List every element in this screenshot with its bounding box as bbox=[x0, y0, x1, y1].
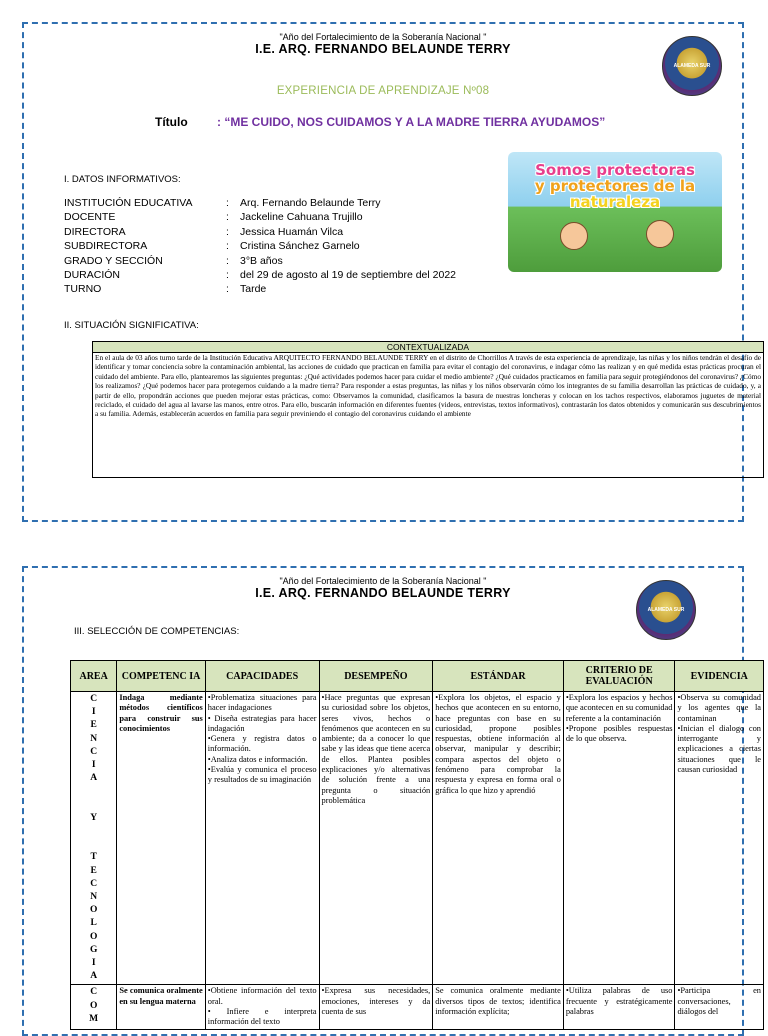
section-situacion-significativa: II. SITUACIÓN SIGNIFICATIVA: bbox=[64, 320, 199, 331]
competencias-table bbox=[70, 660, 764, 1030]
info-row bbox=[64, 210, 456, 224]
boy-illustration-icon bbox=[646, 220, 674, 248]
header-competencia: COMPETENC IA bbox=[117, 661, 205, 692]
criterio-item: •Propone posibles respuestas de lo que observa. bbox=[565, 723, 673, 744]
area-letter: O bbox=[89, 931, 98, 942]
table-header-row bbox=[71, 661, 764, 692]
capacidades-cell bbox=[205, 692, 319, 985]
info-row bbox=[64, 268, 456, 282]
estandar-cell: Se comunica oralmente mediante diversos tipos de textos; identifica información explícita; bbox=[433, 985, 564, 1029]
school-seal-icon: ALAMEDA SUR bbox=[636, 580, 696, 640]
motto: "Año del Fortalecimiento de la Soberanía Nacional " bbox=[279, 576, 487, 586]
capacidad-item: • Infiere e interpreta información del texto bbox=[207, 1007, 317, 1027]
banner-title: Somos protectoras y protectores de la naturaleza bbox=[534, 161, 696, 211]
info-label: GRADO Y SECCIÓN bbox=[64, 254, 163, 267]
area-letter: L bbox=[90, 918, 97, 929]
capacidad-item: •Analiza datos e información. bbox=[207, 754, 308, 764]
area-letter: I bbox=[91, 760, 96, 771]
area-letter: T bbox=[90, 852, 97, 863]
capacidad-item: •Obtiene información del texto oral. bbox=[207, 986, 317, 1006]
header-evidencia: EVIDENCIA bbox=[675, 661, 764, 692]
info-label: TURNO bbox=[64, 283, 102, 296]
header-area: AREA bbox=[71, 661, 117, 692]
info-label: INSTITUCIÓN EDUCATIVA bbox=[64, 197, 193, 209]
info-label: SUBDIRECTORA bbox=[64, 240, 148, 253]
area-letter: I bbox=[91, 958, 96, 969]
school-name: I.E. ARQ. FERNANDO BELAUNDE TERRY bbox=[255, 42, 511, 56]
area-cell bbox=[71, 985, 117, 1029]
competencia-cell: Se comunica oralmente en su lengua materna bbox=[117, 985, 205, 1029]
experience-title: EXPERIENCIA DE APRENDIZAJE Nº08 bbox=[276, 85, 490, 97]
info-row bbox=[64, 239, 456, 253]
area-letter bbox=[73, 799, 114, 812]
area-letter: E bbox=[90, 865, 97, 876]
area-letter bbox=[73, 785, 114, 798]
evidencia-item: •Inician el dialogo con interrogante y explicaciones a ciertas situaciones que le causan curiosidad bbox=[677, 723, 761, 775]
info-value: 3°B años bbox=[240, 254, 283, 267]
page-2 bbox=[22, 566, 761, 1036]
info-row bbox=[64, 225, 456, 239]
info-colon: : bbox=[226, 254, 229, 267]
title-label: Título bbox=[155, 115, 188, 129]
area-letter: C bbox=[90, 694, 98, 704]
capacidades-cell bbox=[205, 985, 319, 1029]
area-letter: C bbox=[90, 878, 98, 889]
context-body: En el aula de 03 años turno tarde de la Institución Educativa ARQUITECTO FERNANDO BELAUNDE TERRY en el distrito de Chorrillos A través de esta experiencia de aprendizaje, las niñas y los niños tendrán el desafío de identificar y tomar conciencia sobre la contaminación ambiental, las acciones de cuidado que practican en familia para evitar el contagio del coronavirus, e indagar cómo las realizan y en qué medida estas prácticas procuran el cuidado del ambiente. Para ello, plantearemos las siguientes preguntas: ¿Qué actividades podemos hacer para cuidar el medio ambiente? ¿Qué cuidados practicamos en familia para seguir protegiéndonos del coronavirus? ¿Cómo los realizamos? ¿Qué podemos hacer para protegernos cuidando a la madre tierra? Para responder a estas preguntas, las niñas y los niños observarán cómo los integrantes de su familia desarrollan las prácticas de cuidado, y, a partir de ello, propondrán acciones que pueden mejorar estas prácticas, como: Observamos la comunidad, clasificamos la basura de nuestras loncheras y colocan en los tachos respectivos, elaboramos juguetes de material reciclado, el cuidado del agua al lavarse las manos, entre otros. Para ello, buscarán información en diferentes fuentes (videos, entrevistas, textos informativos), contrastarán los datos obtenidos y comunicarán sus descubrimientos a su familia. Además, establecerán acuerdos en familia para seguir previniendo el contagio del coronavirus cuidando el ambiente bbox=[95, 353, 761, 419]
info-label: DURACIÓN bbox=[64, 268, 121, 281]
header-desempeno: DESEMPEÑO bbox=[319, 661, 433, 692]
header-criterio: CRITERIO DE EVALUACIÓN bbox=[563, 661, 675, 692]
info-value: Tarde bbox=[240, 283, 267, 296]
area-letter: M bbox=[89, 1013, 99, 1024]
desempeno-cell: •Hace preguntas que expresan su curiosidad sobre los objetos, seres vivos, hechos o fenómenos que acontecen en su ambiente; da a conocer lo que sabe y las ideas que tiene acerca de ellos. Plantea posibles explicaciones y/o alternativas de solución frente a una pregunta o situación problemática bbox=[319, 692, 433, 985]
info-value: Jessica Huamán Vilca bbox=[240, 225, 344, 238]
table-row bbox=[71, 692, 764, 985]
competencia-cell: Indaga mediante métodos científicos para construir sus conocimientos bbox=[117, 692, 205, 985]
capacidad-item: •Evalúa y comunica el proceso y resultados de su imaginación bbox=[207, 765, 317, 785]
info-row bbox=[64, 196, 456, 210]
desempeno-cell: •Expresa sus necesidades, emociones, intereses y da cuenta de sus bbox=[319, 985, 433, 1029]
header-capacidades: CAPACIDADES bbox=[205, 661, 319, 692]
info-value: Jackeline Cahuana Trujillo bbox=[240, 211, 363, 224]
context-header: CONTEXTUALIZADA bbox=[93, 342, 763, 353]
area-letter bbox=[73, 825, 114, 838]
estandar-cell: •Explora los objetos, el espacio y hechos que acontecen en su entorno, hace preguntas con base en su curiosidad, propone posibles respuestas, obtiene información al observar, manipular y describir; compara aspectos del objeto o fenómeno para comprobar la respuesta y expresa en forma oral o gráfica lo que hizo y aprendió bbox=[433, 692, 564, 985]
school-seal-icon: ALAMEDA SUR bbox=[662, 36, 722, 96]
area-cell bbox=[71, 692, 117, 985]
area-letter: Y bbox=[90, 812, 98, 823]
area-letter: I bbox=[91, 707, 96, 718]
area-letter: N bbox=[90, 892, 98, 903]
evidencia-cell bbox=[675, 985, 764, 1029]
criterio-cell bbox=[563, 985, 675, 1029]
info-label: DIRECTORA bbox=[64, 225, 126, 238]
area-letter: O bbox=[89, 905, 98, 916]
area-letter bbox=[73, 838, 114, 851]
area-letter: E bbox=[90, 720, 97, 731]
info-colon: : bbox=[226, 225, 229, 238]
motto: "Año del Fortalecimiento de la Soberanía Nacional " bbox=[279, 32, 487, 42]
evidencia-item: •Observa su comunidad y los agentes que la contaminan bbox=[677, 693, 761, 723]
info-row bbox=[64, 254, 456, 268]
table-row bbox=[71, 985, 764, 1029]
context-box bbox=[92, 341, 764, 478]
area-letter: O bbox=[89, 1000, 98, 1011]
info-colon: : bbox=[226, 211, 229, 224]
info-colon: : bbox=[226, 268, 229, 281]
area-letter: N bbox=[90, 733, 98, 744]
info-colon: : bbox=[226, 283, 229, 296]
school-name: I.E. ARQ. FERNANDO BELAUNDE TERRY bbox=[255, 586, 511, 600]
info-value: Cristina Sánchez Garnelo bbox=[240, 240, 360, 253]
title-text: : “ME CUIDO, NOS CUIDAMOS Y A LA MADRE TIERRA AYUDAMOS” bbox=[217, 115, 606, 129]
info-label: DOCENTE bbox=[64, 211, 116, 224]
area-letter: A bbox=[90, 971, 98, 982]
capacidad-item: •Problematiza situaciones para hacer indagaciones bbox=[207, 693, 317, 713]
area-letter: A bbox=[90, 773, 98, 784]
info-row bbox=[64, 282, 456, 296]
capacidad-item: •Genera y registra datos o información. bbox=[207, 734, 317, 754]
info-table bbox=[64, 196, 456, 297]
criterio-item: •Explora los espacios y hechos que acontecen en su comunidad referente a la contaminación bbox=[565, 693, 673, 723]
info-colon: : bbox=[226, 240, 229, 253]
banner-image bbox=[508, 152, 722, 272]
capacidad-item: • Diseña estrategias para hacer indagación bbox=[207, 713, 317, 733]
info-colon: : bbox=[226, 197, 229, 209]
area-letter: C bbox=[90, 987, 98, 998]
header-estandar: ESTÁNDAR bbox=[433, 661, 564, 692]
girl-illustration-icon bbox=[560, 222, 588, 250]
criterio-item: •Utiliza palabras de uso frecuente y estratégicamente palabras bbox=[565, 986, 673, 1017]
section-datos-informativos: I. DATOS INFORMATIVOS: bbox=[64, 174, 181, 185]
criterio-cell bbox=[563, 692, 675, 985]
evidencia-item: •Participa en conversaciones, diálogos del bbox=[677, 986, 761, 1017]
area-letter: G bbox=[89, 944, 98, 955]
page-1 bbox=[22, 22, 761, 522]
section-seleccion-competencias: III. SELECCIÓN DE COMPETENCIAS: bbox=[74, 626, 240, 637]
info-value: Arq. Fernando Belaunde Terry bbox=[240, 197, 381, 209]
evidencia-cell bbox=[675, 692, 764, 985]
area-letter: C bbox=[90, 746, 98, 757]
info-value: del 29 de agosto al 19 de septiembre del 2022 bbox=[240, 268, 456, 281]
